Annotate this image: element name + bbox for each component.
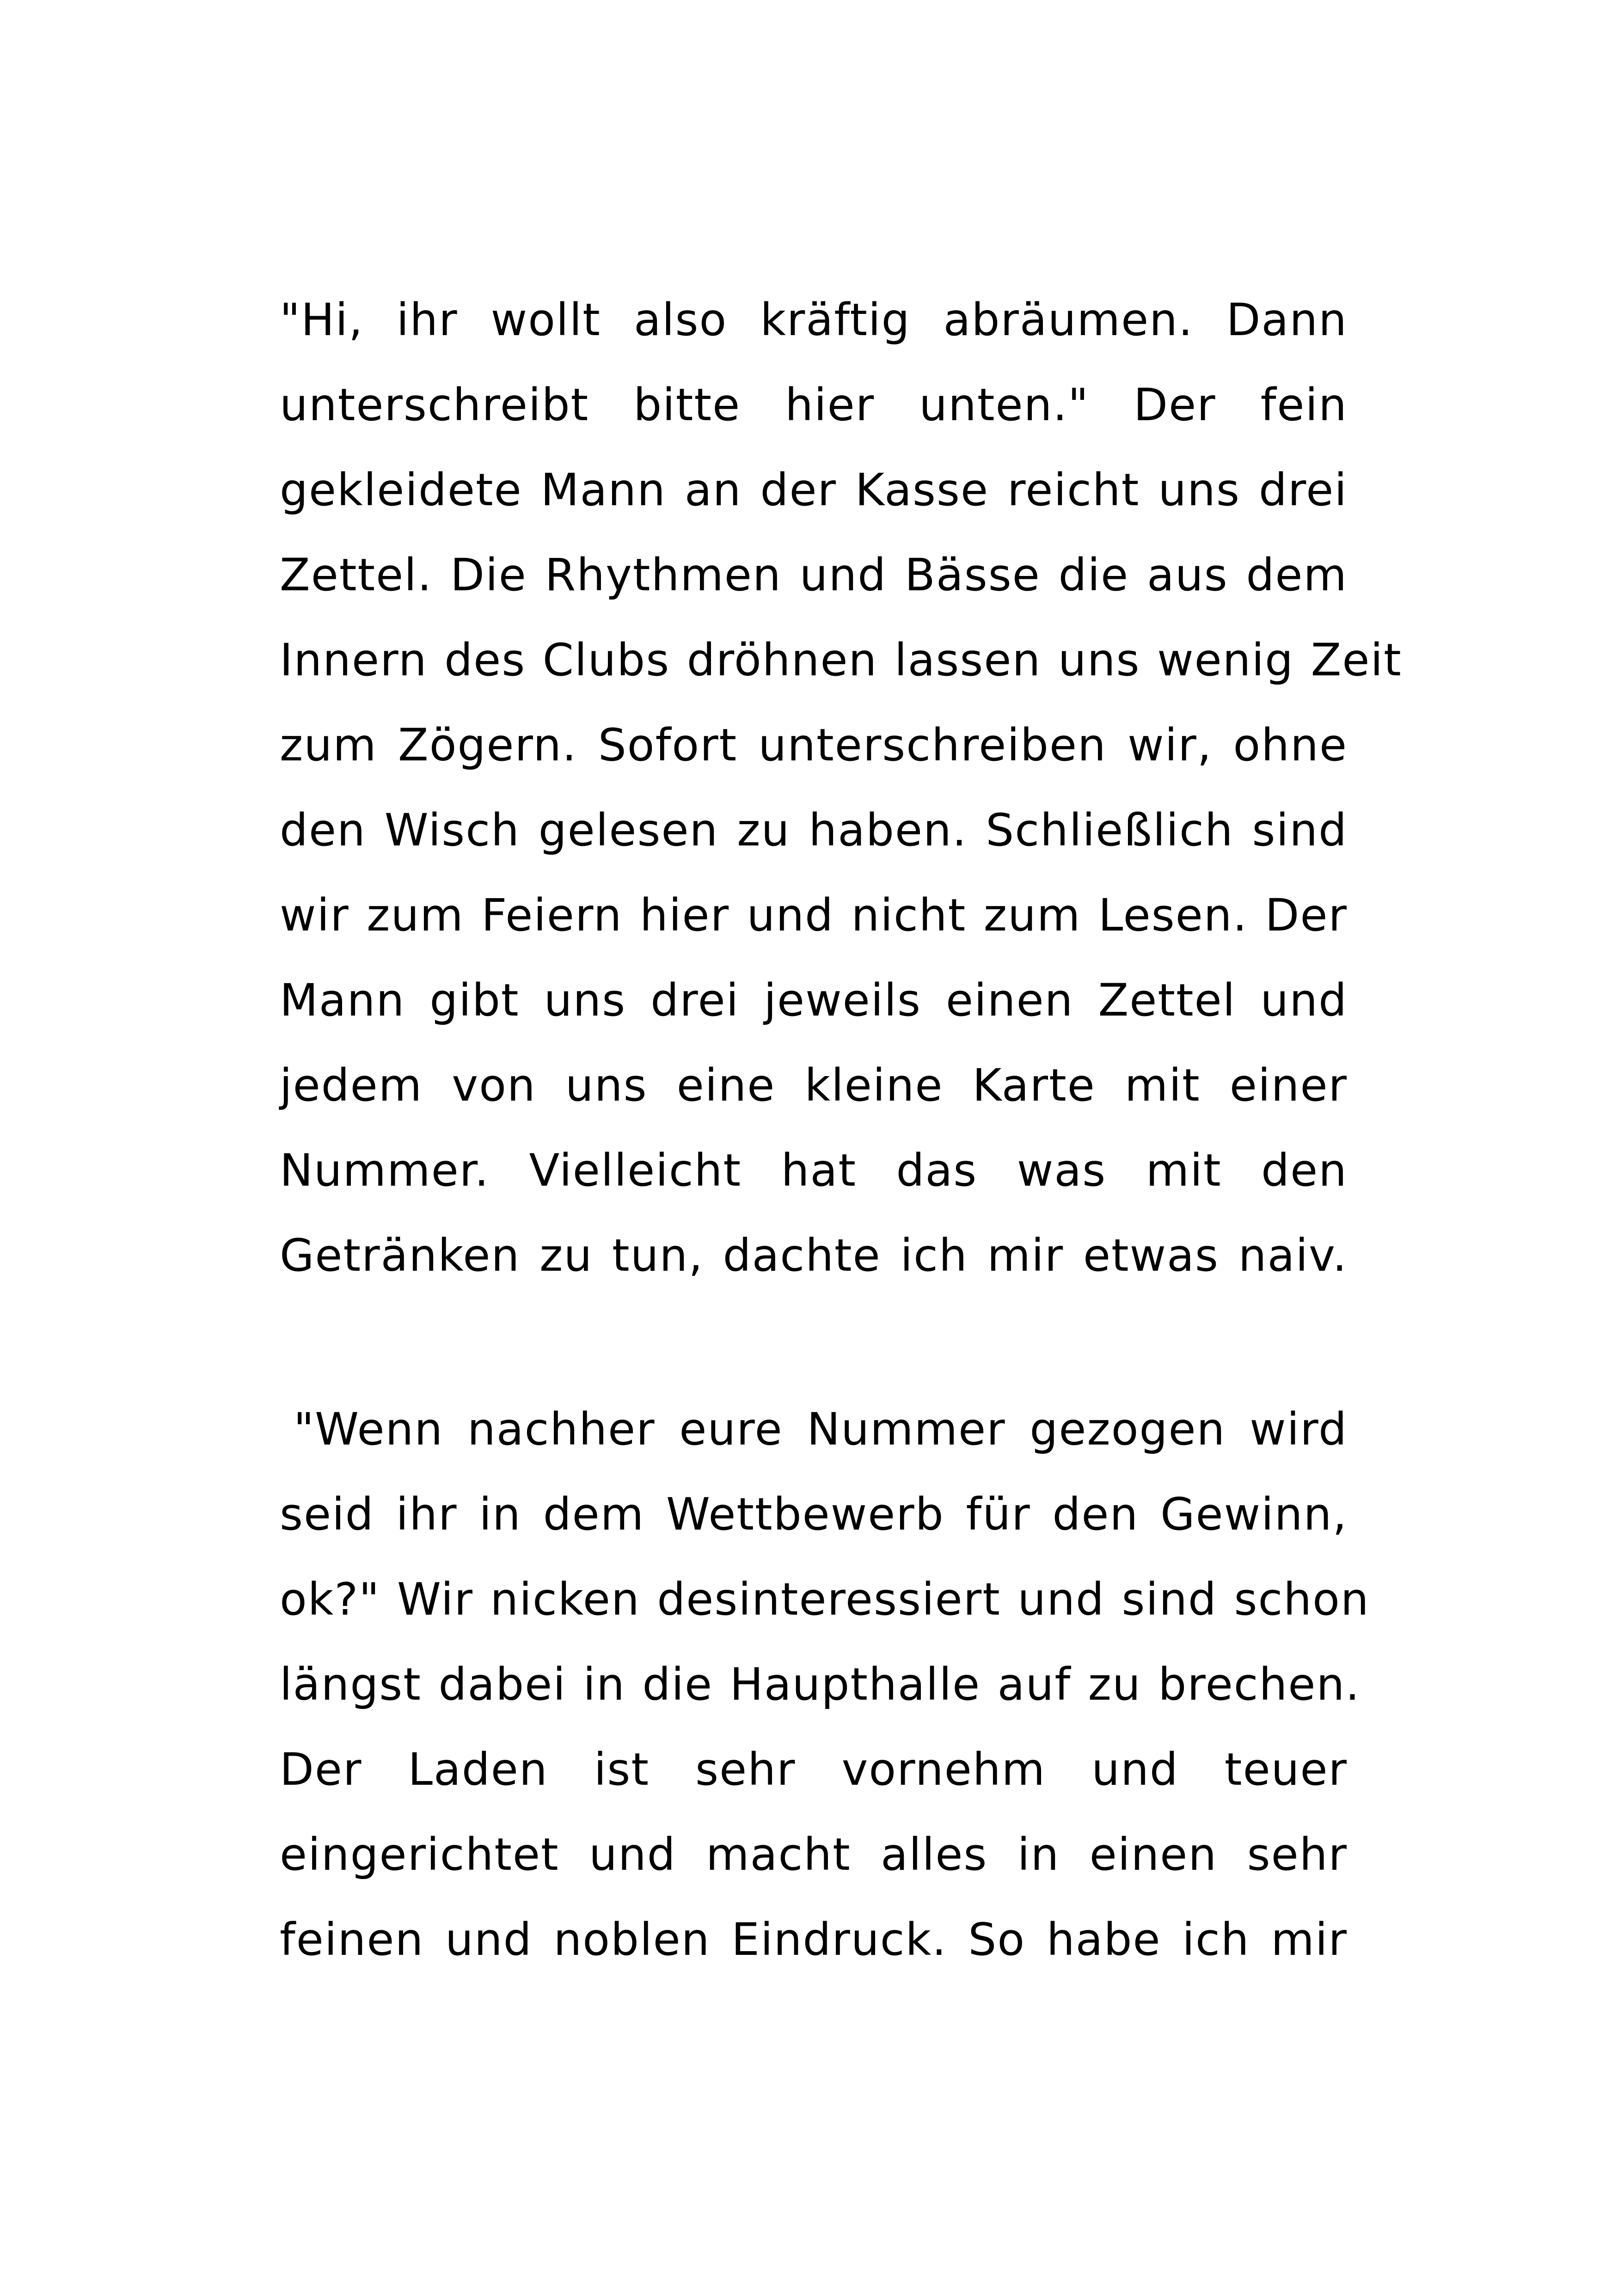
text-line: Nummer. Vielleicht hat das was mit den bbox=[280, 1145, 1348, 1196]
text-line: "Hi, ihr wollt also kräftig abräumen. Dann bbox=[280, 294, 1348, 346]
text-line: Mann gibt uns drei jeweils einen Zettel und bbox=[280, 974, 1348, 1026]
text-line: feinen und noblen Eindruck. So habe ich mir bbox=[280, 1914, 1348, 1965]
text-line: jedem von uns eine kleine Karte mit einer bbox=[280, 1059, 1348, 1111]
text-line: seid ihr in dem Wettbewerb für den Gewinn, bbox=[280, 1488, 1348, 1540]
text-line: Getränken zu tun, dachte ich mir etwas naiv. bbox=[280, 1230, 1348, 1281]
text-line: zum Zögern. Sofort unterschreiben wir, ohne bbox=[280, 719, 1348, 771]
text-line: längst dabei in die Haupthalle auf zu brechen. bbox=[280, 1659, 1361, 1710]
text-line: Der Laden ist sehr vornehm und teuer bbox=[280, 1744, 1348, 1795]
text-line: "Wenn nachher eure Nummer gezogen wird bbox=[294, 1403, 1348, 1455]
text-line: wir zum Feiern hier und nicht zum Lesen. Der bbox=[280, 889, 1348, 941]
text-line: unterschreibt bitte hier unten." Der fein bbox=[280, 379, 1348, 431]
text-line: den Wisch gelesen zu haben. Schließlich sind bbox=[280, 804, 1348, 856]
text-line: ok?" Wir nicken desinteressiert und sind schon bbox=[280, 1574, 1370, 1625]
text-line: gekleidete Mann an der Kasse reicht uns drei bbox=[280, 464, 1348, 516]
paragraph-1 bbox=[280, 277, 1402, 1298]
text-line: Zettel. Die Rhythmen und Bässe die aus dem bbox=[280, 549, 1348, 601]
text-line: Innern des Clubs dröhnen lassen uns wenig Zeit bbox=[280, 634, 1402, 686]
paragraph-2 bbox=[280, 1387, 1370, 1982]
text-line: eingerichtet und macht alles in einen sehr bbox=[280, 1829, 1348, 1880]
